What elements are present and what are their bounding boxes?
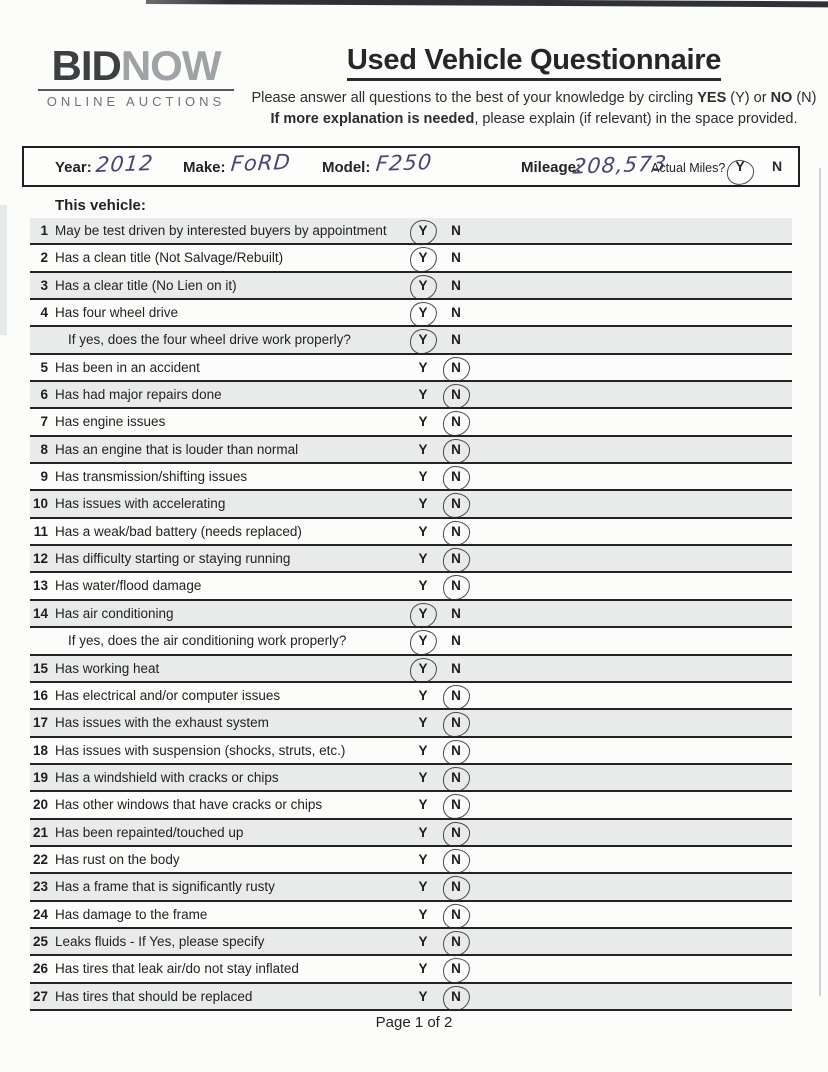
- question-row: [30, 573, 792, 600]
- answer-yes: Y: [418, 551, 428, 567]
- question-row: [30, 656, 792, 683]
- answer-no: N: [446, 710, 466, 736]
- answer-no: N: [446, 464, 466, 490]
- question-text: Has been in an accident: [55, 359, 200, 375]
- question-text: Has four wheel drive: [55, 305, 179, 321]
- question-number: 10: [32, 496, 48, 512]
- actual-miles-yes: Y: [730, 158, 750, 174]
- question-text: Has rust on the body: [55, 851, 180, 867]
- answer-no: N: [446, 874, 466, 900]
- question-row: [30, 382, 792, 409]
- answer-yes: Y: [418, 797, 428, 813]
- answer-yes: Y: [418, 988, 428, 1004]
- answer-yes: Y: [418, 469, 428, 485]
- instructions-text: [250, 88, 818, 130]
- answer-no: N: [446, 820, 466, 846]
- model-value-handwritten: F250: [374, 150, 434, 176]
- question-row: [30, 956, 792, 983]
- answer-yes: Y: [413, 300, 433, 326]
- answer-yes: Y: [418, 387, 428, 403]
- answer-no: N: [451, 605, 461, 621]
- question-row: [30, 738, 792, 765]
- question-text: Has other windows that have cracks or chips: [55, 797, 323, 813]
- answer-yes: Y: [413, 628, 433, 654]
- vehicle-info-box: [22, 146, 800, 187]
- actual-miles-label: Actual Miles?: [651, 161, 726, 175]
- question-row: [30, 683, 792, 710]
- answer-no: N: [451, 633, 461, 649]
- question-row: [30, 519, 792, 546]
- answer-yes: Y: [418, 824, 428, 840]
- question-number: 9: [40, 469, 48, 485]
- scan-artifact-right-edge: [819, 168, 821, 996]
- instruction-line2-rest: , please explain (if relevant) in the space provided.: [474, 111, 798, 127]
- question-row: [30, 491, 792, 518]
- bidnow-logo: [36, 44, 236, 109]
- question-text: Has been repainted/touched up: [55, 824, 244, 840]
- answer-yes: Y: [418, 687, 428, 703]
- question-number: 6: [40, 387, 48, 403]
- answer-yes: Y: [418, 523, 428, 539]
- instruction-line1-end: (N): [792, 90, 817, 106]
- question-text: Has transmission/shifting issues: [55, 469, 248, 485]
- answer-no: N: [446, 382, 466, 408]
- question-row: [30, 245, 792, 272]
- question-number: 8: [40, 441, 48, 457]
- logo-subtitle: ONLINE AUCTIONS: [46, 94, 226, 109]
- question-number: 1: [40, 223, 48, 238]
- question-row: [30, 327, 792, 354]
- answer-no: N: [446, 738, 466, 764]
- answer-no: N: [446, 847, 466, 873]
- answer-yes: Y: [413, 273, 433, 299]
- question-row: [30, 792, 792, 819]
- answer-no: N: [451, 250, 461, 266]
- question-number: 18: [32, 742, 48, 758]
- answer-no: N: [451, 332, 461, 348]
- question-number: 21: [32, 824, 48, 840]
- bidnow-logo-wordmark: [36, 44, 236, 88]
- question-row: [30, 820, 792, 847]
- question-number: 26: [32, 961, 48, 977]
- scan-artifact-top-edge: [146, 0, 828, 7]
- answer-no: N: [446, 902, 466, 928]
- answer-yes: Y: [418, 961, 428, 977]
- answer-yes: Y: [418, 879, 428, 895]
- page-title: Used Vehicle Questionnaire: [347, 44, 721, 81]
- question-row: [30, 902, 792, 929]
- question-text: Has tires that should be replaced: [55, 988, 253, 1004]
- year-label: Year:: [55, 159, 92, 176]
- question-row: [30, 546, 792, 573]
- answer-yes: Y: [418, 906, 428, 922]
- question-row: [30, 218, 792, 245]
- answer-no: N: [451, 277, 461, 293]
- logo-bid-text: BID: [51, 42, 121, 89]
- answer-no: N: [446, 491, 466, 517]
- question-text: Has damage to the frame: [55, 906, 208, 922]
- make-value-handwritten: FoRD: [229, 149, 292, 177]
- question-row: [30, 409, 792, 436]
- question-number: 19: [32, 769, 48, 785]
- question-number: 25: [32, 933, 48, 949]
- question-number: 17: [32, 715, 48, 731]
- question-text: If yes, does the air conditioning work properly?: [68, 633, 347, 649]
- question-text: Has an engine that is louder than normal: [55, 441, 299, 457]
- question-number: 22: [32, 851, 48, 867]
- answer-yes: Y: [413, 601, 433, 627]
- answer-yes: Y: [418, 578, 428, 594]
- question-number: 20: [32, 797, 48, 813]
- question-row: [30, 874, 792, 901]
- question-number: 23: [32, 879, 48, 895]
- question-number: 24: [32, 906, 48, 922]
- question-text: Has engine issues: [55, 414, 166, 430]
- model-label: Model:: [322, 159, 371, 176]
- answer-yes: Y: [418, 769, 428, 785]
- question-row: [30, 300, 792, 327]
- answer-no: N: [451, 223, 461, 238]
- answer-no: N: [446, 546, 466, 572]
- section-heading: This vehicle:: [55, 197, 146, 214]
- question-text: Has a clean title (Not Salvage/Rebuilt): [55, 250, 284, 266]
- question-text: Has air conditioning: [55, 605, 174, 621]
- answer-yes: Y: [413, 327, 433, 353]
- answer-yes: Y: [413, 656, 433, 682]
- answer-yes: Y: [418, 414, 428, 430]
- answer-yes: Y: [413, 218, 433, 244]
- question-number: 27: [32, 988, 48, 1004]
- answer-no: N: [446, 792, 466, 818]
- question-number: 16: [32, 687, 48, 703]
- answer-no: N: [446, 929, 466, 955]
- answer-no: N: [446, 984, 466, 1010]
- answer-no: N: [446, 409, 466, 435]
- instruction-no-bold: NO: [770, 90, 793, 106]
- question-row: [30, 929, 792, 956]
- question-number: 3: [40, 277, 48, 293]
- question-text: Has issues with accelerating: [55, 496, 226, 512]
- question-row: [30, 601, 792, 628]
- instruction-line1-mid: (Y) or: [726, 90, 771, 106]
- question-number: 4: [40, 305, 48, 321]
- question-number: 5: [40, 359, 48, 375]
- question-row: [30, 984, 792, 1011]
- question-text: Leaks fluids - If Yes, please specify: [55, 933, 265, 949]
- mileage-value-handwritten: 208,573: [571, 151, 669, 179]
- question-text: Has tires that leak air/do not stay inflated: [55, 961, 299, 977]
- question-row: [30, 437, 792, 464]
- question-number: 2: [40, 250, 48, 266]
- question-text: May be test driven by interested buyers by appointment: [55, 223, 387, 238]
- question-text: Has difficulty starting or staying running: [55, 551, 291, 567]
- answer-yes: Y: [418, 851, 428, 867]
- question-text: Has electrical and/or computer issues: [55, 687, 281, 703]
- answer-no: N: [446, 437, 466, 463]
- question-row: [30, 355, 792, 382]
- question-text: Has working heat: [55, 660, 160, 676]
- answer-no: N: [446, 573, 466, 599]
- answer-yes: Y: [418, 715, 428, 731]
- question-number: 15: [32, 660, 48, 676]
- question-text: If yes, does the four wheel drive work properly?: [68, 332, 351, 348]
- question-text: Has a weak/bad battery (needs replaced): [55, 523, 302, 539]
- answer-no: N: [446, 519, 466, 545]
- answer-no: N: [451, 305, 461, 321]
- page-number: Page 1 of 2: [375, 1014, 453, 1031]
- answer-yes: Y: [418, 933, 428, 949]
- question-number: 13: [32, 578, 48, 594]
- answer-no: N: [446, 765, 466, 791]
- question-number: 14: [32, 605, 48, 621]
- question-text: Has issues with suspension (shocks, struts, etc.): [55, 742, 346, 758]
- answer-yes: Y: [418, 359, 428, 375]
- instruction-line2-bold: If more explanation is needed: [270, 111, 475, 127]
- question-row: [30, 710, 792, 737]
- question-row: [30, 847, 792, 874]
- logo-divider-line: [38, 89, 234, 91]
- question-text: Has water/flood damage: [55, 578, 202, 594]
- year-value-handwritten: 2012: [94, 151, 155, 177]
- question-number: 11: [33, 523, 48, 539]
- question-row: [30, 628, 792, 655]
- logo-now-text: NOW: [120, 42, 221, 89]
- question-row: [30, 464, 792, 491]
- instruction-line1-pre: Please answer all questions to the best of your knowledge by circling: [251, 90, 698, 106]
- question-number: 7: [40, 414, 48, 430]
- answer-no: N: [446, 683, 466, 709]
- answer-yes: Y: [418, 742, 428, 758]
- mileage-label: Mileage:: [521, 159, 582, 176]
- question-text: Has issues with the exhaust system: [55, 715, 269, 731]
- header-title-block: [250, 44, 818, 130]
- question-text: Has a windshield with cracks or chips: [55, 769, 279, 785]
- question-number: 12: [32, 551, 48, 567]
- answer-no: N: [451, 660, 461, 676]
- instruction-yes-bold: YES: [697, 90, 727, 106]
- question-table: [30, 218, 792, 1011]
- make-label: Make:: [183, 159, 226, 176]
- scan-artifact-left-edge: [0, 205, 7, 335]
- question-text: Has a frame that is significantly rusty: [55, 879, 275, 895]
- question-row: [30, 273, 792, 300]
- question-row: [30, 765, 792, 792]
- answer-yes: Y: [418, 441, 428, 457]
- question-text: Has had major repairs done: [55, 387, 222, 403]
- answer-yes: Y: [413, 245, 433, 271]
- answer-no: N: [446, 956, 466, 982]
- question-text: Has a clear title (No Lien on it): [55, 277, 237, 293]
- answer-yes: Y: [418, 496, 428, 512]
- answer-no: N: [446, 355, 466, 381]
- actual-miles-no: N: [771, 158, 783, 174]
